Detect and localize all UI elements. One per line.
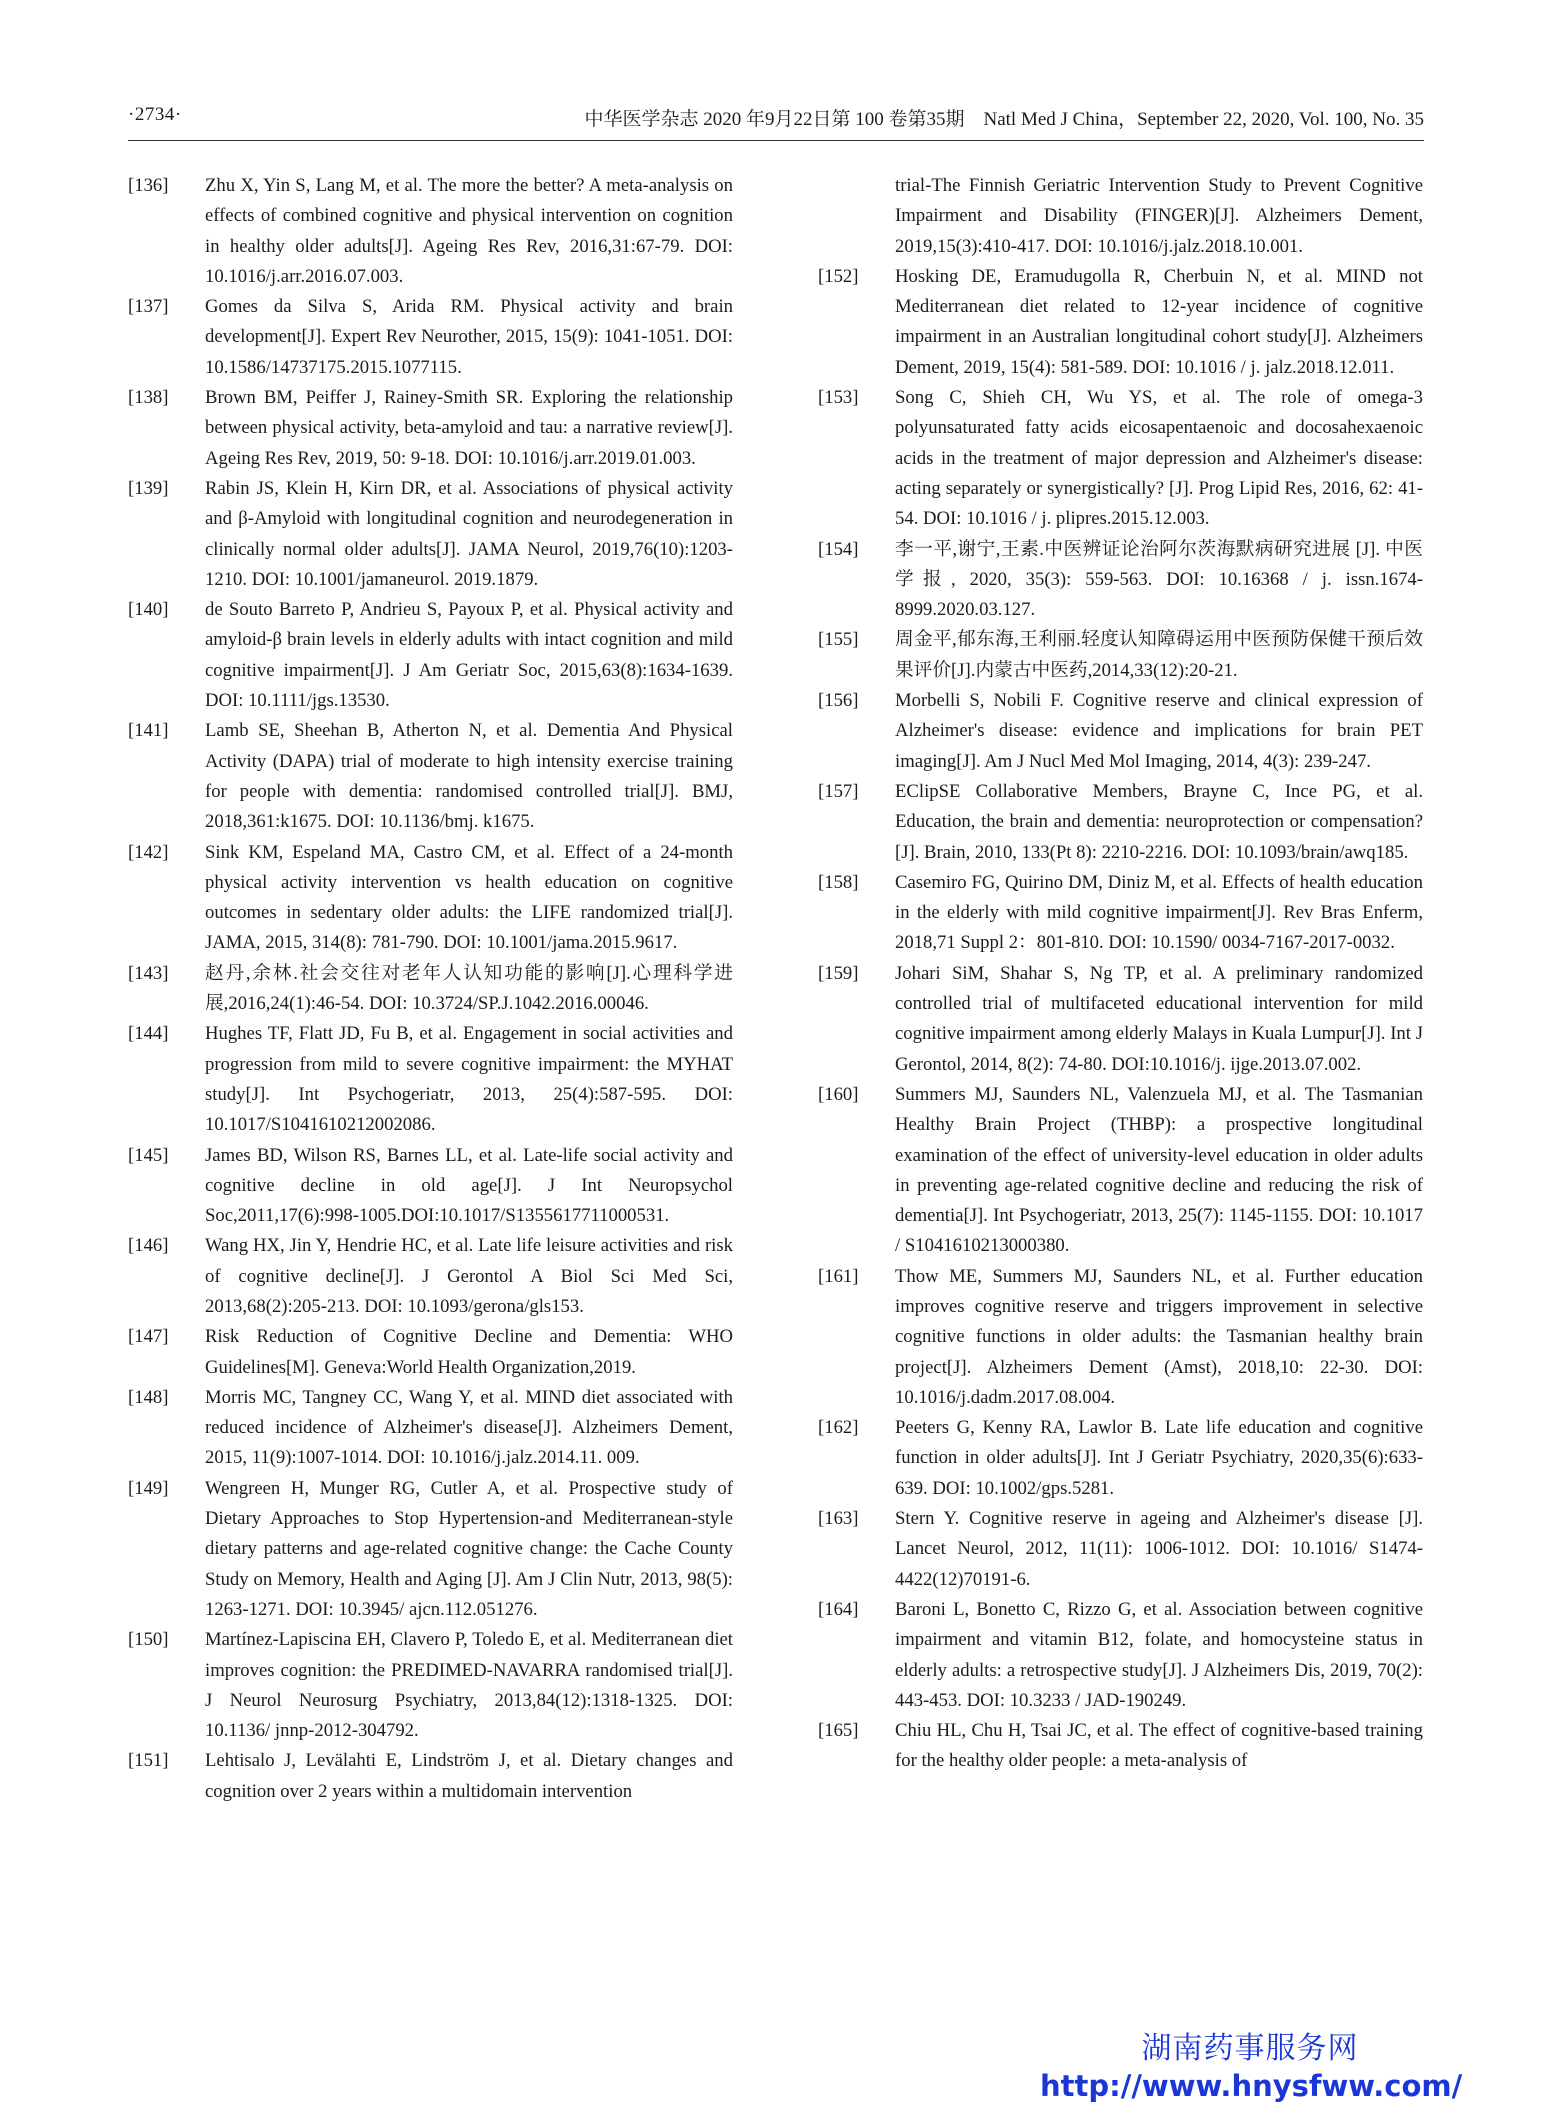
reference-number: [138] [128, 387, 169, 409]
reference-number: [165] [818, 1720, 859, 1742]
reference-entry [128, 595, 733, 716]
reference-text: Brown BM, Peiffer J, Rainey-Smith SR. Exploring the relationship between physical activity, beta-amyloid and tau: a narrative review[J]. Ageing Res Rev, 2019, 50: 9-18. DOI: 10.1016/j.arr.2019.01.003. [205, 387, 733, 469]
reference-number: [145] [128, 1144, 169, 1166]
reference-text: Song C, Shieh CH, Wu YS, et al. The role of omega-3 polyunsaturated fatty acids eicosapentaenoic and docosahexaenoic acids in the treatment of major depression and Alzheimer's disease: acting separately or synergistically? [J]. Prog Lipid Res, 2016, 62: 41-54. DOI: 10.1016 / j. plipres.2015.12.003. [895, 387, 1423, 530]
reference-number: [151] [128, 1750, 169, 1772]
reference-number: [143] [128, 962, 169, 984]
reference-entry [128, 1625, 733, 1746]
reference-entry [818, 1595, 1423, 1716]
reference-number: [155] [818, 629, 859, 651]
reference-number: [164] [818, 1598, 859, 1620]
reference-entry [128, 716, 733, 837]
reference-text: Hosking DE, Eramudugolla R, Cherbuin N, et al. MIND not Mediterranean diet related to 12-year incidence of cognitive impairment in an Australian longitudinal cohort study[J]. Alzheimers Dement, 2019, 15(4): 581-589. DOI: 10.1016 / j. jalz.2018.12.011. [895, 265, 1423, 378]
reference-entry [128, 1141, 733, 1232]
reference-number: [158] [818, 871, 859, 893]
journal-running-title: 中华医学杂志 2020 年9月22日第 100 卷第35期 Natl Med J China，September 22, 2020, Vol. 100, No. 35 [584, 109, 1424, 130]
reference-text: Wang HX, Jin Y, Hendrie HC, et al. Late life leisure activities and risk of cognitive decline[J]. J Gerontol A Biol Sci Med Sci, 2013,68(2):205-213. DOI: 10.1093/gerona/gls153. [205, 1235, 733, 1317]
reference-number: [148] [128, 1386, 169, 1408]
reference-number: [159] [818, 962, 859, 984]
reference-text: Hughes TF, Flatt JD, Fu B, et al. Engagement in social activities and progression from mild to severe cognitive impairment: the MYHAT study[J]. Int Psychogeriatr, 2013, 25(4):587-595. DOI: 10.1017/S1041610212002086. [205, 1023, 733, 1136]
reference-text: Rabin JS, Klein H, Kirn DR, et al. Associations of physical activity and β-Amyloid with longitudinal cognition and neurodegeneration in clinically normal older adults[J]. JAMA Neurol, 2019,76(10):1203-1210. DOI: 10.1001/jamaneurol. 2019.1879. [205, 477, 733, 590]
reference-entry [818, 1716, 1423, 1777]
reference-number: [149] [128, 1477, 169, 1499]
reference-text: de Souto Barreto P, Andrieu S, Payoux P, et al. Physical activity and amyloid-β brain levels in elderly adults with intact cognition and mild cognitive impairment[J]. J Am Geriatr Soc, 2015,63(8):1634-1639. DOI: 10.1111/jgs.13530. [205, 599, 733, 712]
reference-text: James BD, Wilson RS, Barnes LL, et al. Late-life social activity and cognitive decline in old age[J]. J Int Neuropsychol Soc,2011,17(6):998-1005.DOI:10.1017/S1355617711000531. [205, 1144, 733, 1227]
page-header [128, 100, 1424, 141]
reference-number: [147] [128, 1326, 169, 1348]
reference-entry [818, 262, 1423, 383]
reference-entry [818, 625, 1423, 686]
reference-number: [141] [128, 720, 169, 742]
reference-text: Summers MJ, Saunders NL, Valenzuela MJ, et al. The Tasmanian Healthy Brain Project (THBP): a prospective longitudinal examination of the effect of university-level education in older adults in preventing age-related cognitive decline and reducing the risk of dementia[J]. Int Psychogeriatr, 2013, 25(7): 1145-1155. DOI: 10.1017 / S1041610213000380. [895, 1083, 1423, 1257]
reference-entry [818, 777, 1423, 868]
reference-text: EClipSE Collaborative Members, Brayne C, Ince PG, et al. Education, the brain and dementia: neuroprotection or compensation? [J]. Brain, 2010, 133(Pt 8): 2210-2216. DOI: 10.1093/brain/awq185. [895, 780, 1423, 863]
reference-text: Lehtisalo J, Levälahti E, Lindström J, et al. Dietary changes and cognition over 2 years within a multidomain intervention [205, 1750, 733, 1802]
reference-text: Martínez-Lapiscina EH, Clavero P, Toledo E, et al. Mediterranean diet improves cognition: the PREDIMED-NAVARRA randomised trial[J]. J Neurol Neurosurg Psychiatry, 2013,84(12):1318-1325. DOI: 10.1136/ jnnp-2012-304792. [205, 1629, 733, 1742]
reference-entry [128, 1383, 733, 1474]
reference-entry [818, 1413, 1423, 1504]
reference-number: [156] [818, 690, 859, 712]
reference-entry [818, 1080, 1423, 1262]
reference-entry [818, 1504, 1423, 1595]
reference-entry [818, 868, 1423, 959]
reference-column-left [128, 171, 733, 1807]
reference-number: [140] [128, 599, 169, 621]
reference-number: [139] [128, 477, 169, 499]
watermark [1040, 2030, 1463, 2104]
page-number: ·2734· [128, 104, 182, 125]
reference-text: Gomes da Silva S, Arida RM. Physical activity and brain development[J]. Expert Rev Neurother, 2015, 15(9): 1041-1051. DOI: 10.1586/14737175.2015.1077115. [205, 296, 733, 378]
reference-entry [818, 1262, 1423, 1413]
reference-number: [137] [128, 296, 169, 318]
reference-number: [163] [818, 1508, 859, 1530]
reference-entry [128, 1019, 733, 1140]
reference-number: [162] [818, 1417, 859, 1439]
reference-text: Sink KM, Espeland MA, Castro CM, et al. Effect of a 24-month physical activity intervention vs health education on cognitive outcomes in sedentary older adults: the LIFE randomized trial[J]. JAMA, 2015, 314(8): 781-790. DOI: 10.1001/jama.2015.9617. [205, 841, 733, 954]
reference-entry [818, 383, 1423, 534]
reference-text: Peeters G, Kenny RA, Lawlor B. Late life education and cognitive function in older adults[J]. Int J Geriatr Psychiatry, 2020,35(6):633-639. DOI: 10.1002/gps.5281. [895, 1417, 1423, 1499]
reference-number: [136] [128, 175, 169, 196]
reference-text: Johari SiM, Shahar S, Ng TP, et al. A preliminary randomized controlled trial of multifaceted educational intervention for mild cognitive impairment among elderly Malays in Kuala Lumpur[J]. Int J Gerontol, 2014, 8(2): 74-80. DOI:10.1016/j. ijge.2013.07.002. [895, 962, 1423, 1075]
reference-entry [128, 959, 733, 1020]
reference-text: Zhu X, Yin S, Lang M, et al. The more the better? A meta-analysis on effects of combined cognitive and physical intervention on cognition in healthy older adults[J]. Ageing Res Rev, 2016,31:67-79. DOI: 10.1016/j.arr.2016.07.003. [205, 175, 733, 287]
watermark-site-name: 湖南药事服务网 [1141, 2031, 1359, 2066]
reference-continuation [818, 171, 1423, 262]
reference-text: 周金平,郁东海,王利丽.轻度认知障碍运用中医预防保健干预后效果评价[J].内蒙古中医药,2014,33(12):20-21. [895, 629, 1423, 681]
reference-text: Casemiro FG, Quirino DM, Diniz M, et al. Effects of health education in the elderly with mild cognitive impairment[J]. Rev Bras Enferm, 2018,71 Suppl 2：801-810. DOI: 10.1590/ 0034-7167-2017-0032. [895, 871, 1423, 954]
reference-number: [144] [128, 1023, 169, 1045]
reference-text: trial-The Finnish Geriatric Intervention Study to Prevent Cognitive Impairment and Disability (FINGER)[J]. Alzheimers Dement, 2019,15(3):410-417. DOI: 10.1016/j.jalz.2018.10.001. [895, 175, 1423, 257]
reference-text: Baroni L, Bonetto C, Rizzo G, et al. Association between cognitive impairment and vitamin B12, folate, and homocysteine status in elderly adults: a retrospective study[J]. J Alzheimers Dis, 2019, 70(2): 443-453. DOI: 10.3233 / JAD-190249. [895, 1598, 1423, 1711]
reference-text: 李一平,谢宁,王素.中医辨证论治阿尔茨海默病研究进展 [J]. 中医学报, 2020, 35(3): 559-563. DOI: 10.16368 / j. issn.1674-8999.2020.03.127. [895, 538, 1423, 621]
reference-entry [818, 686, 1423, 777]
reference-text: Thow ME, Summers MJ, Saunders NL, et al. Further education improves cognitive reserve and triggers improvement in selective cognitive functions in older adults: the Tasmanian healthy brain project[J]. Alzheimers Dement (Amst), 2018,10: 22-30. DOI: 10.1016/j.dadm.2017.08.004. [895, 1265, 1423, 1408]
reference-number: [153] [818, 387, 859, 409]
reference-entry [128, 383, 733, 474]
reference-text: Lamb SE, Sheehan B, Atherton N, et al. Dementia And Physical Activity (DAPA) trial of moderate to high intensity exercise training for people with dementia: randomised controlled trial[J]. BMJ, 2018,361:k1675. DOI: 10.1136/bmj. k1675. [205, 720, 733, 833]
reference-number: [152] [818, 265, 859, 287]
reference-number: [150] [128, 1629, 169, 1651]
reference-entry [128, 171, 733, 292]
reference-number: [146] [128, 1235, 169, 1257]
reference-text: Chiu HL, Chu H, Tsai JC, et al. The effect of cognitive-based training for the healthy older people: a meta-analysis of [895, 1720, 1423, 1772]
reference-entry [128, 1746, 733, 1807]
reference-entry [128, 1474, 733, 1625]
reference-number: [154] [818, 538, 859, 560]
reference-text: Morris MC, Tangney CC, Wang Y, et al. MIND diet associated with reduced incidence of Alzheimer's disease[J]. Alzheimers Dement, 2015, 11(9):1007-1014. DOI: 10.1016/j.jalz.2014.11. 009. [205, 1386, 733, 1469]
reference-number: [160] [818, 1083, 859, 1105]
reference-entry [128, 292, 733, 383]
reference-entry [128, 1322, 733, 1383]
reference-entry [818, 959, 1423, 1080]
reference-text: 赵丹,余林.社会交往对老年人认知功能的影响[J].心理科学进展,2016,24(1):46-54. DOI: 10.3724/SP.J.1042.2016.00046. [205, 962, 733, 1015]
reference-number: [161] [818, 1265, 859, 1287]
reference-entry [128, 1231, 733, 1322]
reference-number: [142] [128, 841, 169, 863]
reference-text: Stern Y. Cognitive reserve in ageing and Alzheimer's disease [J]. Lancet Neurol, 2012, 11(11): 1006-1012. DOI: 10.1016/ S1474-4422(12)70191-6. [895, 1508, 1423, 1590]
reference-entry [128, 838, 733, 959]
reference-entry [128, 474, 733, 595]
reference-text: Morbelli S, Nobili F. Cognitive reserve and clinical expression of Alzheimer's disease: evidence and implications for brain PET imaging[J]. Am J Nucl Med Mol Imaging, 2014, 4(3): 239-247. [895, 690, 1423, 772]
watermark-url: http://www.hnysfww.com/ [1040, 2069, 1463, 2103]
reference-column-right [818, 171, 1423, 1777]
reference-entry [818, 535, 1423, 626]
reference-text: Wengreen H, Munger RG, Cutler A, et al. Prospective study of Dietary Approaches to Stop Hypertension-and Mediterranean-style dietary patterns and age-related cognitive change: the Cache County Study on Memory, Health and Aging [J]. Am J Clin Nutr, 2013, 98(5): 1263-1271. DOI: 10.3945/ ajcn.112.051276. [205, 1477, 733, 1620]
reference-number: [157] [818, 780, 859, 802]
reference-text: Risk Reduction of Cognitive Decline and Dementia: WHO Guidelines[M]. Geneva:World Health Organization,2019. [205, 1326, 733, 1378]
